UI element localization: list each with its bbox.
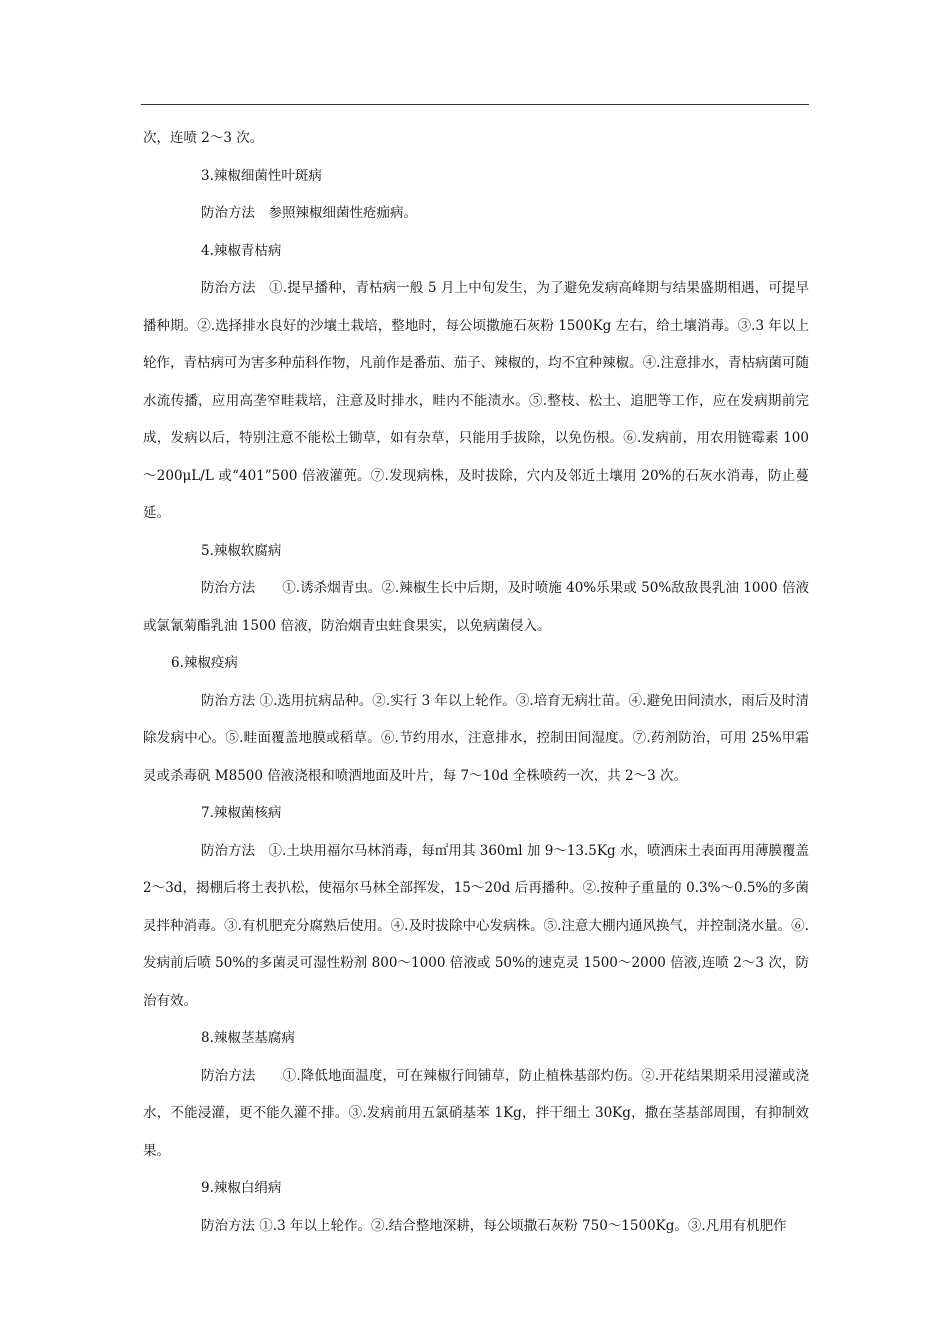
paragraph: 9.辣椒白绢病 [201, 1180, 282, 1196]
document-body [143, 120, 814, 1245]
paragraph: 4.辣椒青枯病 [201, 242, 282, 259]
paragraph: 防治方法 ①.诱杀烟青虫。②.辣椒生长中后期，及时喷施 40%乐果或 50%敌敌畏乳油 1000 倍液或氯氰菊酯乳油 1500 倍液，防治烟青虫蛀食果实，以免病菌侵入。 [143, 580, 809, 634]
paragraph: 防治方法 ①.3 年以上轮作。②.结合整地深耕，每公顷撒石灰粉 750～1500Kg。③.凡用有机肥作 [201, 1217, 787, 1234]
paragraph: 防治方法 ①.选用抗病品种。②.实行 3 年以上轮作。③.培育无病壮苗。④.避免田间渍水，雨后及时清除发病中心。⑤.畦面覆盖地膜或稻草。⑥.节约用水，注意排水，控制田间湿度。⑦.药剂防治，可用 25%甲霜灵或杀毒矾 M8500 倍液浇根和喷洒地面及叶片，每 7～10d 全株喷药一次，共 2～3 次。 [143, 692, 809, 784]
paragraph: 3.辣椒细菌性叶斑病 [201, 167, 322, 184]
paragraph: 防治方法 ①.提早播种，青枯病一般 5 月上中旬发生，为了避免发病高峰期与结果盛期相遇，可提早播种期。②.选择排水良好的沙壤土栽培，整地时，每公顷撒施石灰粉 1500Kg 左右，给土壤消毒。③.3 年以上轮作，青枯病可为害多种茄科作物，凡前作是番茄、茄子、辣椒的，均不宜种辣椒。④.注意排水，青枯病菌可随水流传播，应用高垄窄畦栽培，注意及时排水，畦内不能渍水。⑤.整枝、松土、追肥等工作，应在发病期前完成，发病以后，特别注意不能松土锄草，如有杂草，只能用手拔除，以免伤根。⑥.发病前，用农用链霉素 100～200μL/L 或“401”500 倍液灌蔸。⑦.发现病株，及时拔除，穴内及邻近土壤用 20%的石灰水消毒，防止蔓延。 [143, 280, 809, 521]
paragraph: 5.辣椒软腐病 [201, 542, 282, 559]
paragraph: 防治方法 ①.土块用福尔马林消毒，每㎡用其 360ml 加 9～13.5Kg 水，喷洒床土表面再用薄膜覆盖 2～3d，揭棚后将土表扒松，使福尔马林全部挥发，15～20d 后再播种。②.按种子重量的 0.3%～0.5%的多菌灵拌种消毒。③.有机肥充分腐熟后使用。④.及时拔除中心发病株。⑤.注意大棚内通风换气，并控制浇水量。⑥.发病前后喷 50%的多菌灵可湿性粉剂 800～1000 倍液或 50%的速克灵 1500～2000 倍液,连喷 2～3 次，防治有效。 [143, 842, 814, 1009]
paragraph: 8.辣椒茎基腐病 [201, 1030, 295, 1046]
header-rule [141, 104, 809, 105]
paragraph: 次，连喷 2～3 次。 [143, 130, 264, 146]
paragraph: 7.辣椒菌核病 [201, 805, 282, 821]
paragraph: 防治方法 参照辣椒细菌性疮痂病。 [201, 205, 417, 221]
paragraph: 6.辣椒疫病 [171, 655, 238, 671]
paragraph: 防治方法 ①.降低地面温度，可在辣椒行间铺草，防止植株基部灼伤。②.开花结果期采用浸灌或浇水，不能浸灌，更不能久灌不排。③.发病前用五氯硝基苯 1Kg，拌干细土 30Kg，撒在茎基部周围，有抑制效果。 [143, 1067, 809, 1159]
